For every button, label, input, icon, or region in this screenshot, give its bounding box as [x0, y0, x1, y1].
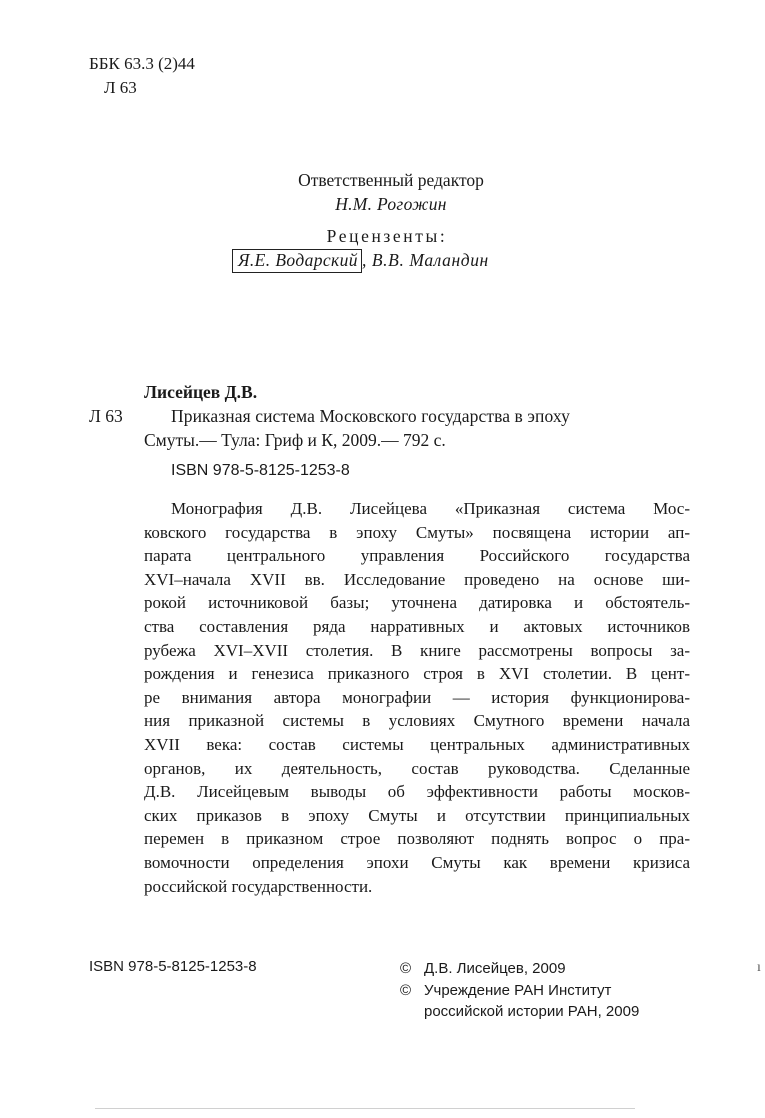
author-mark: Л 63	[104, 78, 137, 97]
abstract-line: ковского государства в эпоху Смуты» посвящена истории ап-	[144, 522, 690, 542]
editor-name: Н.М. Рогожин	[335, 194, 447, 214]
abstract-line: рождения и генезиса приказного строя в XVI столетии. В цент-	[144, 664, 690, 684]
abstract-line: перемен в приказном строе позволяют поднять вопрос о пра-	[144, 829, 690, 849]
editor-label: Ответственный редактор	[298, 170, 484, 190]
abstract-line: рокой источниковой базы; уточнена датировка и обстоятель-	[144, 593, 690, 613]
copyright-institution: Учреждение РАН Институт	[424, 981, 612, 999]
abstract-line: ских приказов в эпоху Смуты и отсутствии принципиальных	[144, 805, 690, 825]
copyright-block	[400, 958, 639, 1023]
reviewer-boxed-name: Я.Е. Водарский	[232, 249, 362, 273]
abstract-line: органов, их деятельность, состав руководства. Сделанные	[144, 758, 690, 778]
abstract-line: ния приказной системы в условиях Смутного времени начала	[144, 711, 690, 731]
reviewers-label: Рецензенты:	[326, 226, 448, 246]
footer-isbn: ISBN 978-5-8125-1253-8	[89, 958, 257, 975]
copyright-institution-cont: российской истории РАН, 2009	[424, 1003, 640, 1020]
book-title-line-2: Смуты.— Тула: Гриф и К, 2009.— 792 с.	[144, 430, 446, 450]
author-mark-entry: Л 63	[89, 406, 123, 426]
copyright-icon: ©	[400, 981, 412, 999]
copyright-author: Д.В. Лисейцев, 2009	[424, 960, 566, 977]
abstract	[144, 497, 690, 898]
copyright-row	[400, 958, 639, 980]
reviewers-line	[232, 249, 489, 273]
abstract-line: Д.В. Лисейцевым выводы об эффективности работы москов-	[144, 782, 690, 802]
edge-mark: ı	[757, 960, 761, 975]
abstract-line: российской государственности.	[144, 876, 373, 896]
abstract-line: вомочности определения эпохи Смуты как времени кризиса	[144, 852, 690, 872]
abstract-line: XVI–начала XVII вв. Исследование проведено на основе ши-	[144, 569, 690, 589]
scan-edge-line	[95, 1108, 635, 1109]
abstract-line: Монография Д.В. Лисейцева «Приказная система Мос-	[171, 499, 690, 518]
reviewer-other-name: , В.В. Маландин	[361, 250, 489, 270]
book-title-line-1: Приказная система Московского государства в эпоху	[171, 406, 570, 426]
abstract-line: ства составления ряда нарративных и актовых источников	[144, 616, 690, 636]
bbk-classification: ББК 63.3 (2)44	[89, 54, 195, 73]
copyright-icon: ©	[400, 960, 412, 977]
abstract-line: рубежа XVI–XVII столетия. В книге рассмотрены вопросы за-	[144, 640, 690, 660]
abstract-line: парата центрального управления Российского государства	[144, 546, 690, 566]
book-author: Лисейцев Д.В.	[144, 382, 258, 402]
abstract-line: ре внимания автора монографии — история функционирова-	[144, 687, 690, 707]
isbn-entry: ISBN 978-5-8125-1253-8	[171, 462, 350, 479]
abstract-line: XVII века: состав системы центральных административных	[144, 734, 690, 754]
copyright-row	[400, 980, 639, 1002]
